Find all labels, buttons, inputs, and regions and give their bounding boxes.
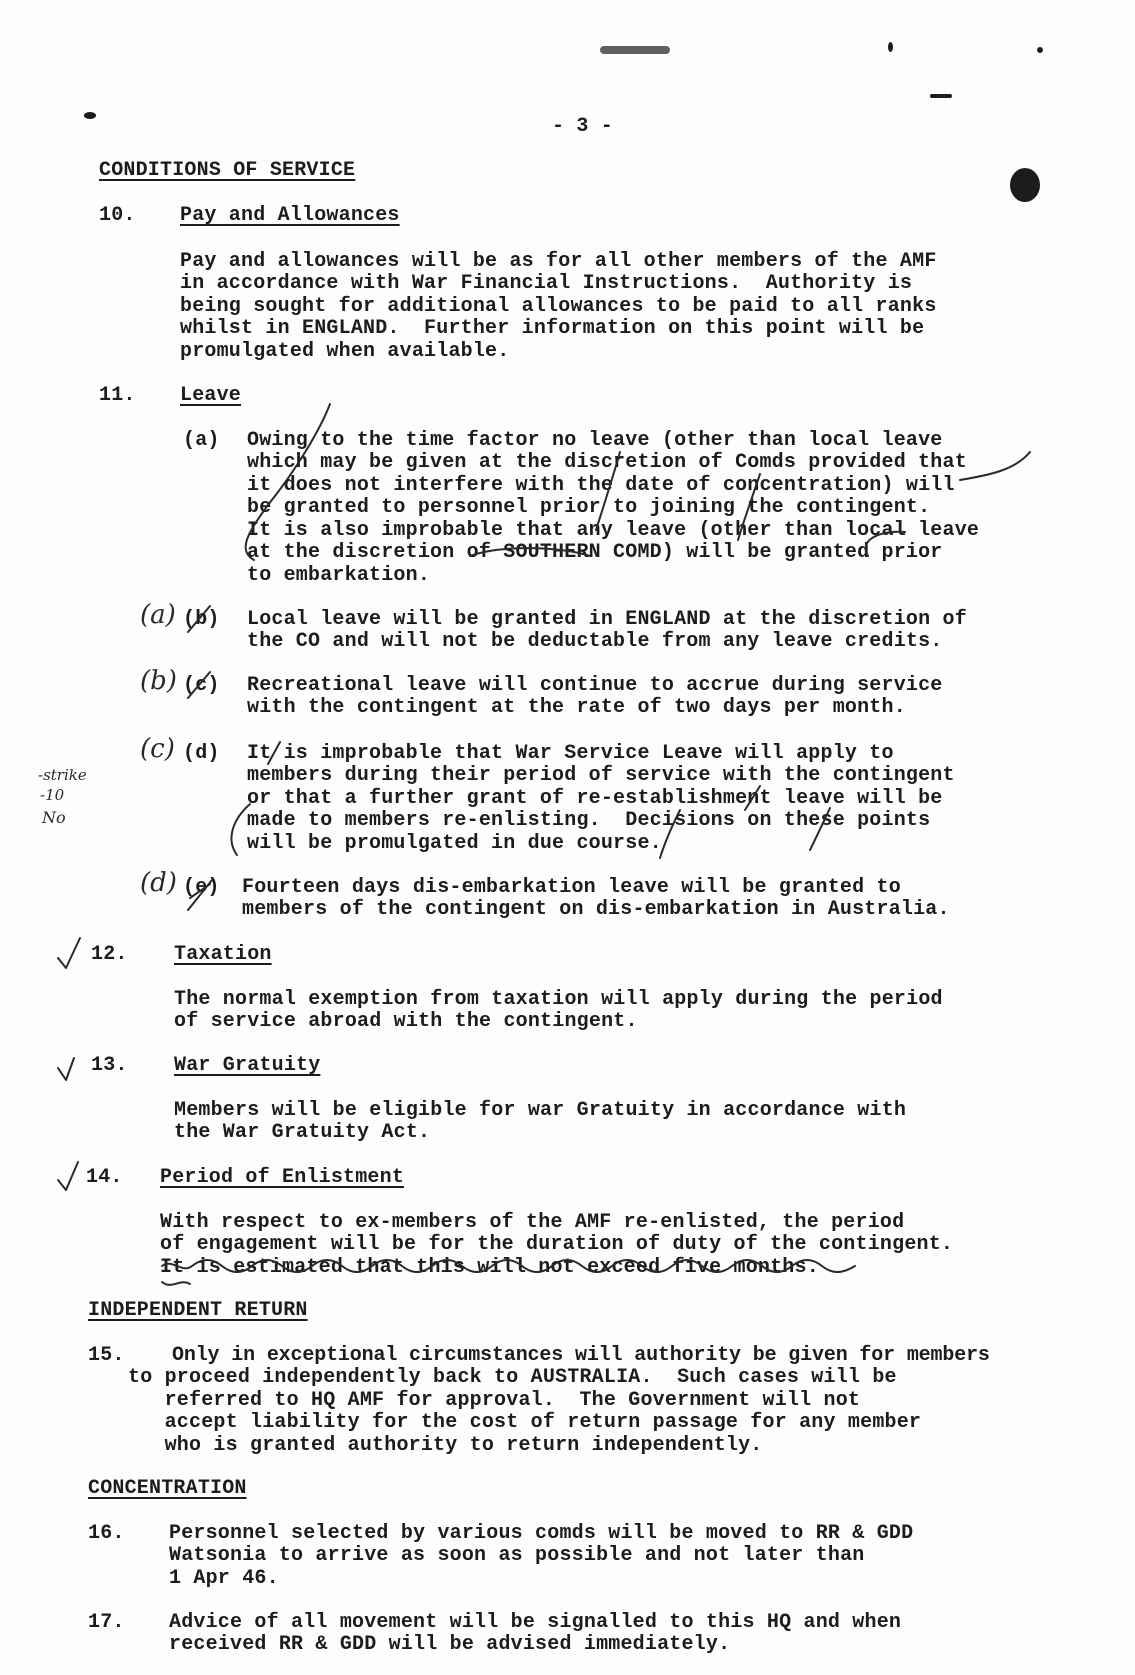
handwritten-margin-note: -strike <box>38 766 87 784</box>
para-line: Owing to the time factor no leave (other than local leave <box>247 429 943 452</box>
para-line: accept liability for the cost of return passage for any member <box>128 1411 922 1434</box>
tick-mark <box>58 938 80 968</box>
para-line: be granted to personnel prior to joining the contingent. <box>247 496 931 519</box>
para-line: members during their period of service with the contingent <box>247 764 955 787</box>
edit-stroke <box>738 474 760 540</box>
subpara-label: (a) <box>183 429 220 452</box>
edit-stroke <box>745 786 760 810</box>
para-line: to embarkation. <box>247 564 431 587</box>
struck-text: It is estimated that this will not exceed five months <box>160 1256 807 1279</box>
para-line: or that a further grant of re-establishment leave will be <box>247 787 943 810</box>
para-line: Only in exceptional circumstances will authority be given for members <box>172 1344 990 1367</box>
para-number: 17. <box>88 1611 125 1634</box>
para-heading: Period of Enlistment <box>160 1166 405 1189</box>
handwritten-relabel: (a) <box>140 600 176 630</box>
section-heading-conditions: CONDITIONS OF SERVICE <box>99 159 356 182</box>
para-line: Personnel selected by various comds will be moved to RR & GDD <box>169 1522 914 1545</box>
para-line: Members will be eligible for war Gratuity in accordance with <box>174 1099 907 1122</box>
para-line: it does not interfere with the date of concentration) will <box>247 474 955 497</box>
edit-stroke <box>960 452 1030 480</box>
struck-line-end: . <box>806 1256 819 1279</box>
para-heading: Pay and Allowances <box>180 204 400 227</box>
edit-stroke <box>660 810 680 858</box>
tick-mark <box>58 1162 78 1190</box>
section-heading-concentration: CONCENTRATION <box>88 1477 247 1500</box>
page-number: - 3 - <box>552 115 614 138</box>
para-line: the War Gratuity Act. <box>174 1121 431 1144</box>
para-line: promulgated when available. <box>180 340 510 363</box>
para-line: being sought for additional allowances to be paid to all ranks <box>180 295 937 318</box>
para-line: of engagement will be for the duration of duty of the contingent. <box>160 1233 954 1256</box>
para-line: It is improbable that War Service Leave will apply to <box>247 742 894 765</box>
handwritten-margin-note: No <box>42 808 66 827</box>
section-heading-independent: INDEPENDENT RETURN <box>88 1299 308 1322</box>
para-line: will be promulgated in due course. <box>247 832 662 855</box>
para-number: 15. <box>88 1344 125 1367</box>
para-line: of service abroad with the contingent. <box>174 1010 638 1033</box>
handwritten-relabel: (b) <box>140 666 177 696</box>
para-heading: Taxation <box>174 943 272 966</box>
edit-stroke <box>231 804 250 855</box>
para-line: 1 Apr 46. <box>169 1567 279 1590</box>
wavy-strike <box>162 1260 855 1272</box>
subpara-label: (d) <box>183 742 220 765</box>
para-number: 14. <box>86 1166 123 1189</box>
tick-mark <box>58 1058 74 1080</box>
para-number: 12. <box>91 943 128 966</box>
strike-mark <box>188 672 210 698</box>
para-line: Fourteen days dis-embarkation leave will be granted to <box>242 876 901 899</box>
subpara-label: (c) <box>183 674 220 697</box>
wavy-underline <box>162 1282 190 1285</box>
para-line: who is granted authority to return independently. <box>128 1434 763 1457</box>
para-line: which may be given at the discretion of Comds provided that <box>247 451 967 474</box>
para-line: received RR & GDD will be advised immediately. <box>169 1633 731 1656</box>
handwritten-relabel: (d) <box>140 868 177 898</box>
para-line: whilst in ENGLAND. Further information on this point will be <box>180 317 925 340</box>
para-line: Pay and allowances will be as for all other members of the AMF <box>180 250 937 273</box>
para-number: 10. <box>99 204 136 227</box>
edit-stroke <box>866 532 905 556</box>
para-line: The normal exemption from taxation will apply during the period <box>174 988 943 1011</box>
para-heading: Leave <box>180 384 242 407</box>
para-line: at the discretion of SOUTHERN COMD) will be granted prior <box>247 541 943 564</box>
para-line: Recreational leave will continue to accrue during service <box>247 674 943 697</box>
strike-mark <box>188 606 210 632</box>
para-line: With respect to ex-members of the AMF re-enlisted, the period <box>160 1211 905 1234</box>
handwritten-relabel: (c) <box>140 734 175 764</box>
edit-stroke <box>268 742 280 764</box>
edit-stroke <box>810 808 830 850</box>
para-line: members of the contingent on dis-embarkation in Australia. <box>242 898 950 921</box>
para-line: the CO and will not be deductable from any leave credits. <box>247 630 943 653</box>
edit-stroke <box>246 404 330 560</box>
edit-stroke <box>596 452 620 530</box>
para-line: Local leave will be granted in ENGLAND at the discretion of <box>247 608 967 631</box>
para-line: to proceed independently back to AUSTRALIA. Such cases will be <box>128 1366 897 1389</box>
subpara-label: (e) <box>183 876 220 899</box>
para-line: in accordance with War Financial Instructions. Authority is <box>180 272 913 295</box>
para-line: It is also improbable that any leave (other than local leave <box>247 519 980 542</box>
para-line: referred to HQ AMF for approval. The Government will not <box>128 1389 861 1412</box>
edit-stroke <box>470 548 590 556</box>
para-line: made to members re-enlisting. Decisions on these points <box>247 809 931 832</box>
handwritten-margin-note: -10 <box>40 786 65 804</box>
para-number: 11. <box>99 384 136 407</box>
para-number: 16. <box>88 1522 125 1545</box>
para-line: Watsonia to arrive as soon as possible and not later than <box>169 1544 865 1567</box>
para-heading: War Gratuity <box>174 1054 321 1077</box>
para-line: Advice of all movement will be signalled to this HQ and when <box>169 1611 902 1634</box>
para-number: 13. <box>91 1054 128 1077</box>
para-line: with the contingent at the rate of two days per month. <box>247 696 906 719</box>
strike-mark <box>188 880 212 910</box>
subpara-label: (b) <box>183 608 220 631</box>
